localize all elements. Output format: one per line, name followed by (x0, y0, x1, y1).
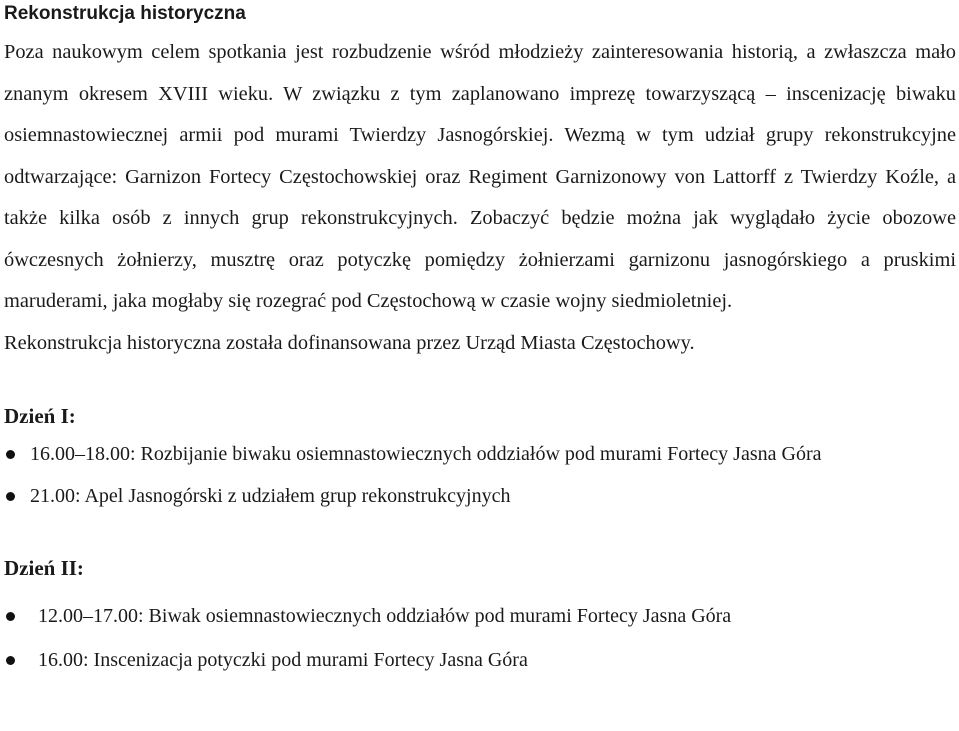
schedule-item (4, 442, 956, 466)
day-2-heading: Dzień II: (4, 556, 84, 580)
intro-text: Poza naukowym celem spotkania jest rozbudzenie wśród młodzieży zainteresowania historią, a zwłaszcza mało znanym okresem XVIII wieku. W związku z tym zaplanowano imprezę towarzyszącą – inscenizację biwaku osiemnastowiecznej armii pod murami Twierdzy Jasnogórskiej. Wezmą w tym udział grupy rekonstrukcyjne odtwarzające: Garnizon Fortecy Częstochowskiej oraz Regiment Garnizonowy von Lattorff z Twierdzy Koźle, a także kilka osób z innych grup rekonstrukcyjnych. Zobaczyć będzie można jak wyglądało życie obozowe ówczesnych żołnierzy, musztrę oraz potyczkę pomiędzy żołnierzami garnizonu jasnogórskiego a pruskimi maruderami, jaka mogłaby się rozegrać pod Częstochową w czasie wojny siedmioletniej. (4, 41, 956, 312)
bullet-icon (6, 612, 15, 621)
day-1-heading: Dzień I: (4, 404, 76, 428)
schedule-item-text: 16.00–18.00: Rozbijanie biwaku osiemnastowiecznych oddziałów pod murami Fortecy Jasna Góra (30, 443, 822, 465)
bullet-icon (6, 450, 15, 459)
schedule-item (4, 484, 956, 508)
day-1-schedule (4, 442, 956, 508)
schedule-item (4, 604, 956, 628)
schedule-item-text: 12.00–17.00: Biwak osiemnastowiecznych oddziałów pod murami Fortecy Jasna Góra (38, 605, 732, 627)
document-title: Rekonstrukcja historyczna (4, 3, 246, 24)
bullet-icon (6, 492, 15, 501)
bullet-icon (6, 656, 15, 665)
schedule-item-text: 21.00: Apel Jasnogórski z udziałem grup rekonstrukcyjnych (30, 485, 511, 507)
schedule-item-text: 16.00: Inscenizacja potyczki pod murami Fortecy Jasna Góra (38, 649, 528, 671)
intro-paragraph (4, 32, 956, 364)
day-2-schedule (4, 604, 956, 672)
intro-funding-note: Rekonstrukcja historyczna została dofinansowana przez Urząd Miasta Częstochowy. (4, 331, 695, 354)
schedule-item (4, 648, 956, 672)
